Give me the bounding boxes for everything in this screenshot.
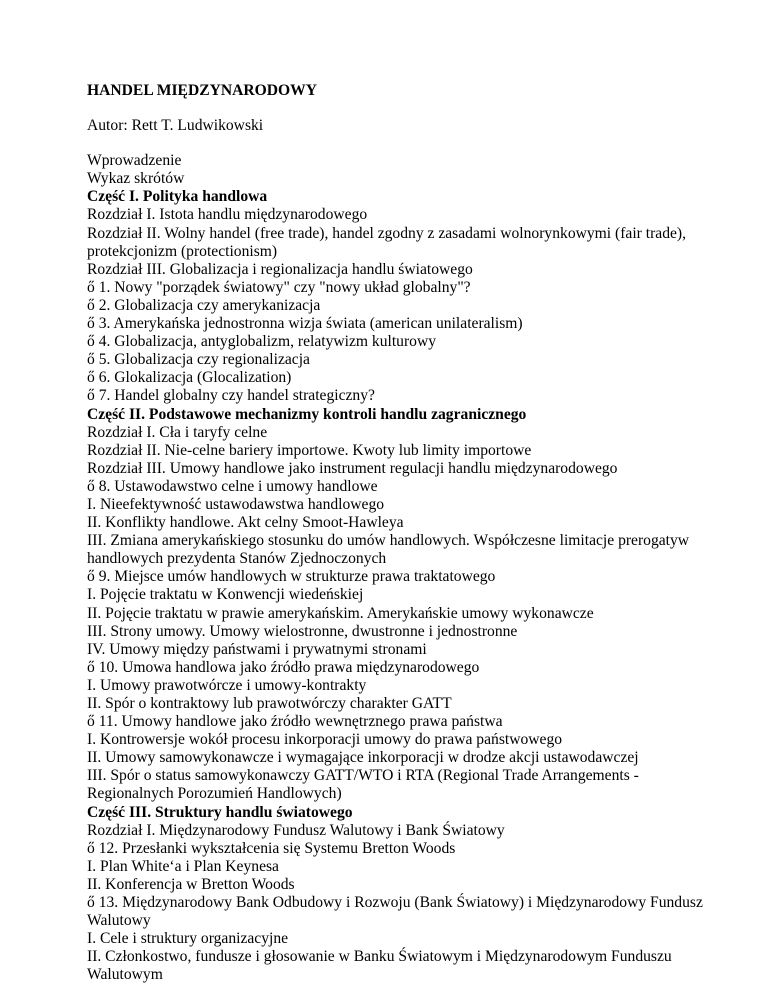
toc-entry: ő 9. Miejsce umów handlowych w strukturze prawa traktatowego	[87, 568, 496, 586]
toc-entry: ő 6. Glokalizacja (Glocalization)	[87, 369, 292, 387]
toc-entry: Rozdział II. Wolny handel (free trade), handel zgodny z zasadami wolnorynkowymi (fair trade), protekcjonizm (protectionism)	[87, 224, 687, 260]
toc-entry: II. Umowy samowykonawcze i wymagające inkorporacji w drodze akcji ustawodawczej	[87, 749, 639, 767]
toc-entry: ő 13. Międzynarodowy Bank Odbudowy i Rozwoju (Bank Światowy) i Międzynarodowy Fundusz Walutowy	[87, 894, 703, 930]
toc-entry: ő 8. Ustawodawstwo celne i umowy handlowe	[87, 477, 378, 495]
toc-entry: Rozdział I. Istota handlu międzynarodowego	[87, 206, 368, 224]
toc-entry: Rozdział I. Cła i taryfy celne	[87, 423, 268, 441]
toc-entry: ő 7. Handel globalny czy handel strategiczny?	[87, 387, 375, 405]
toc-entry: Rozdział III. Umowy handlowe jako instrument regulacji handlu międzynarodowego	[87, 459, 618, 477]
table-of-contents	[87, 152, 727, 984]
toc-entry: Rozdział II. Nie-celne bariery importowe. Kwoty lub limity importowe	[87, 441, 532, 459]
toc-entry: I. Pojęcie traktatu w Konwencji wiedeńskiej	[87, 586, 364, 604]
toc-entry: II. Konflikty handlowe. Akt celny Smoot-Hawleya	[87, 514, 404, 532]
toc-entry: III. Spór o status samowykonawczy GATT/WTO i RTA (Regional Trade Arrangements - Regionalnych Porozumień Handlowych)	[87, 767, 639, 803]
toc-entry: I. Umowy prawotwórcze i umowy-kontrakty	[87, 676, 367, 694]
toc-entry: I. Nieefektywność ustawodawstwa handlowego	[87, 495, 385, 513]
toc-entry: III. Zmiana amerykańskiego stosunku do umów handlowych. Współczesne limitacje prerogatyw handlowych prezydenta Stanów Zjednoczonych	[87, 532, 690, 568]
toc-entry: I. Plan White‘a i Plan Keynesa	[87, 857, 279, 875]
toc-entry: ő 1. Nowy "porządek światowy" czy "nowy układ globalny"?	[87, 278, 471, 296]
document-author: Autor: Rett T. Ludwikowski	[87, 117, 264, 135]
toc-entry: ő 12. Przesłanki wykształcenia się Systemu Bretton Woods	[87, 839, 456, 857]
toc-entry: Wykaz skrótów	[87, 170, 185, 188]
toc-part-heading: Część II. Podstawowe mechanizmy kontroli handlu zagranicznego	[87, 405, 527, 423]
toc-entry: Wprowadzenie	[87, 152, 182, 170]
toc-entry: ő 10. Umowa handlowa jako źródło prawa międzynarodowego	[87, 658, 480, 676]
document-title: HANDEL MIĘDZYNARODOWY	[87, 82, 318, 99]
toc-entry: Rozdział III. Globalizacja i regionalizacja handlu światowego	[87, 260, 473, 278]
toc-entry: ő 4. Globalizacja, antyglobalizm, relatywizm kulturowy	[87, 333, 437, 351]
toc-entry: ő 2. Globalizacja czy amerykanizacja	[87, 296, 321, 314]
toc-entry: II. Pojęcie traktatu w prawie amerykańskim. Amerykańskie umowy wykonawcze	[87, 604, 594, 622]
toc-entry: II. Konferencja w Bretton Woods	[87, 875, 295, 893]
toc-part-heading: Część III. Struktury handlu światowego	[87, 803, 353, 821]
toc-entry: I. Cele i struktury organizacyjne	[87, 930, 289, 948]
toc-entry: ő 3. Amerykańska jednostronna wizja świata (american unilateralism)	[87, 315, 523, 333]
toc-entry: I. Kontrowersje wokół procesu inkorporacji umowy do prawa państwowego	[87, 731, 563, 749]
toc-entry: II. Członkostwo, fundusze i głosowanie w Banku Światowym i Międzynarodowym Funduszu Walutowym	[87, 948, 672, 984]
toc-entry: II. Spór o kontraktowy lub prawotwórczy charakter GATT	[87, 695, 452, 712]
toc-entry: ő 11. Umowy handlowe jako źródło wewnętrznego prawa państwa	[87, 713, 503, 731]
toc-entry: ő 5. Globalizacja czy regionalizacja	[87, 351, 310, 369]
document-page	[87, 82, 727, 985]
toc-entry: IV. Umowy między państwami i prywatnymi stronami	[87, 640, 427, 658]
toc-entry: III. Strony umowy. Umowy wielostronne, dwustronne i jednostronne	[87, 622, 518, 640]
toc-part-heading: Część I. Polityka handlowa	[87, 188, 268, 206]
toc-entry: Rozdział I. Międzynarodowy Fundusz Walutowy i Bank Światowy	[87, 821, 505, 839]
